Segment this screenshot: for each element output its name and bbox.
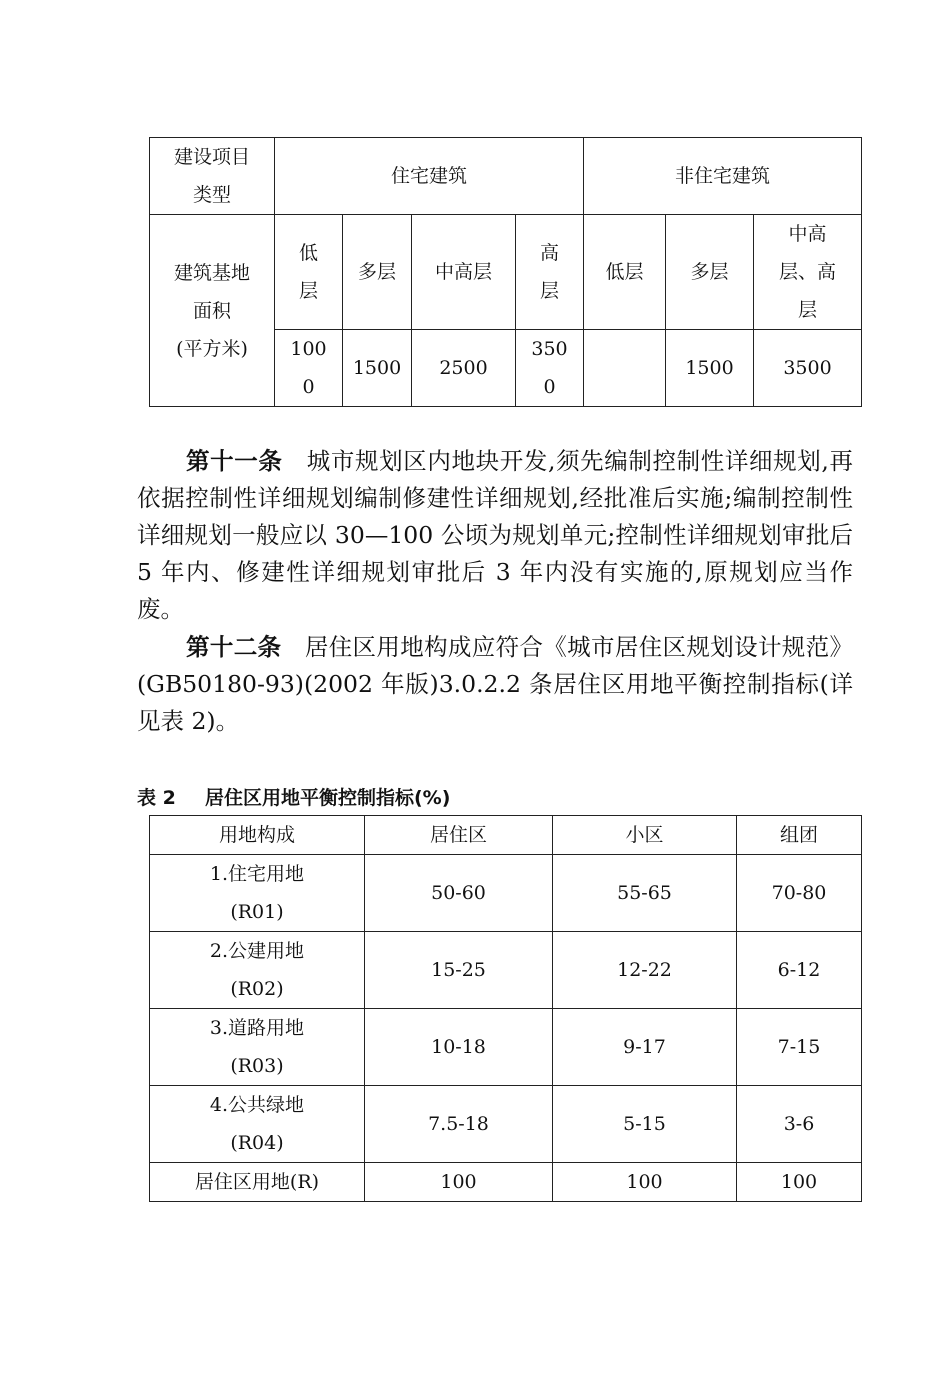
- row-value: 9-17: [553, 1009, 737, 1086]
- row-value: 70-80: [737, 855, 862, 932]
- row-value: 7-15: [737, 1009, 862, 1086]
- table-2-number: 表 2: [137, 787, 176, 809]
- res-type-multi: 多层: [343, 215, 412, 330]
- total-label: 居住区用地(R): [150, 1163, 365, 1202]
- header-cluster: 组团: [737, 816, 862, 855]
- row-value: 10-18: [365, 1009, 553, 1086]
- row-value: 12-22: [553, 932, 737, 1009]
- row-value: 15-25: [365, 932, 553, 1009]
- row-value: 5-15: [553, 1086, 737, 1163]
- res-value-low: 1000: [275, 330, 343, 407]
- article-11-paragraph: [137, 443, 853, 628]
- header-land-composition: 用地构成: [150, 816, 365, 855]
- article-12-title: 第十二条: [186, 633, 282, 661]
- article-11-text: 城市规划区内地块开发,须先编制控制性详细规划,再依据控制性详细规划编制修建性详细规划,经批准后实施;编制控制性详细规划一般应以 30—100 公顷为规划单元;控制性详细规划审批后 5 年内、修建性详细规划审批后 3 年内没有实施的,原规划应当作废。: [137, 447, 853, 623]
- res-value-multi: 1500: [343, 330, 412, 407]
- row-value: 55-65: [553, 855, 737, 932]
- land-use-balance-table: [149, 815, 862, 1202]
- article-11-title: 第十一条: [186, 447, 283, 475]
- row-value: 7.5-18: [365, 1086, 553, 1163]
- row-value: 50-60: [365, 855, 553, 932]
- non-residential-header: 非住宅建筑: [584, 138, 862, 215]
- table-2-caption: [137, 783, 450, 810]
- row-label: 2.公建用地 (R02): [150, 932, 365, 1009]
- total-value: 100: [553, 1163, 737, 1202]
- res-type-high: 高层: [516, 215, 584, 330]
- total-value: 100: [365, 1163, 553, 1202]
- res-type-low: 低层: [275, 215, 343, 330]
- nonres-value-low: [584, 330, 666, 407]
- nonres-type-midhigh-high: 中高层、高层: [754, 215, 862, 330]
- area-label: 建筑基地面积 (平方米): [150, 215, 275, 407]
- building-area-table: [149, 137, 862, 407]
- project-type-label: 建设项目类型: [150, 138, 275, 215]
- nonres-value-multi: 1500: [666, 330, 754, 407]
- res-value-high: 3500: [516, 330, 584, 407]
- header-neighborhood: 小区: [553, 816, 737, 855]
- table-row: [150, 1086, 862, 1163]
- table-total-row: [150, 1163, 862, 1202]
- nonres-type-low: 低层: [584, 215, 666, 330]
- row-label: 1.住宅用地 (R01): [150, 855, 365, 932]
- table-row: [150, 855, 862, 932]
- row-label: 3.道路用地 (R03): [150, 1009, 365, 1086]
- res-type-midhigh: 中高层: [412, 215, 516, 330]
- article-12-text: 居住区用地构成应符合《城市居住区规划设计规范》(GB50180-93)(2002 年版)3.0.2.2 条居住区用地平衡控制指标(详见表 2)。: [137, 633, 853, 735]
- header-residential-district: 居住区: [365, 816, 553, 855]
- total-value: 100: [737, 1163, 862, 1202]
- table-row: [150, 932, 862, 1009]
- row-value: 6-12: [737, 932, 862, 1009]
- nonres-value-midhigh-high: 3500: [754, 330, 862, 407]
- table-row: [150, 1009, 862, 1086]
- article-12-paragraph: [137, 629, 853, 740]
- nonres-type-multi: 多层: [666, 215, 754, 330]
- row-label: 4.公共绿地 (R04): [150, 1086, 365, 1163]
- table-2-title: 居住区用地平衡控制指标(%): [205, 787, 451, 809]
- res-value-midhigh: 2500: [412, 330, 516, 407]
- row-value: 3-6: [737, 1086, 862, 1163]
- residential-header: 住宅建筑: [275, 138, 584, 215]
